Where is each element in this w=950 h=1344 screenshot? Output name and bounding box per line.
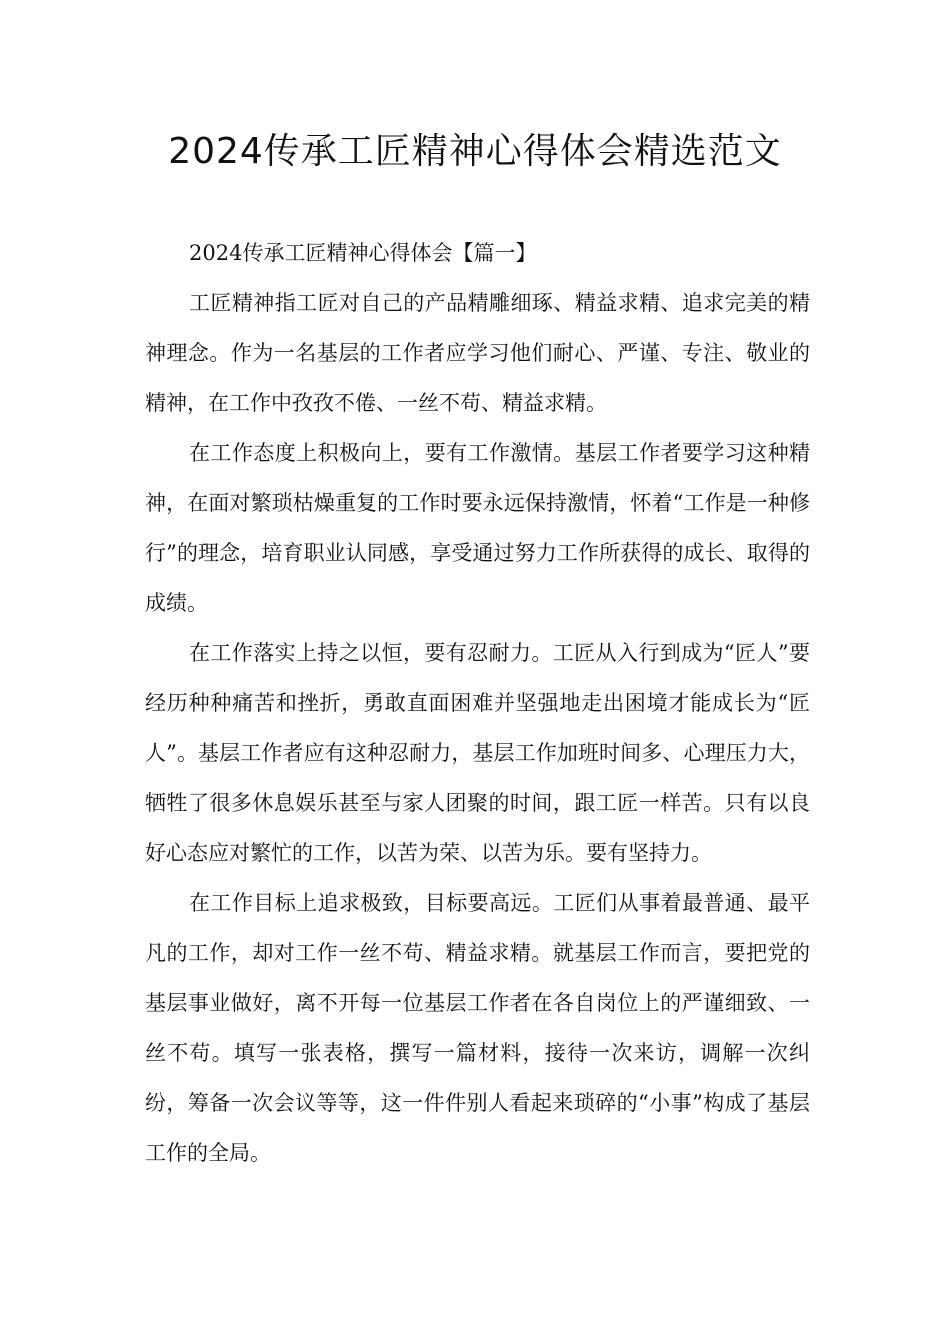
document-body <box>145 228 810 1178</box>
section-heading: 2024传承工匠精神心得体会【篇一】 <box>189 241 537 265</box>
paragraph-3: 在工作落实上持之以恒，要有忍耐力。工匠从入行到成为“匠人”要经历种种痛苦和挫折，勇敢直面困难并坚强地走出困境才能成长为“匠人”。基层工作者应有这种忍耐力，基层工作加班时间多、心理压力大，牺牲了很多休息娱乐甚至与家人团聚的时间，跟工匠一样苦。只有以良好心态应对繁忙的工作，以苦为荣、以苦为乐。要有坚持力。 <box>145 641 810 865</box>
paragraph-1: 工匠精神指工匠对自己的产品精雕细琢、精益求精、追求完美的精神理念。作为一名基层的工作者应学习他们耐心、严谨、专注、敬业的精神，在工作中孜孜不倦、一丝不苟、精益求精。 <box>145 291 810 415</box>
paragraph-4: 在工作目标上追求极致，目标要高远。工匠们从事着最普通、最平凡的工作，却对工作一丝不苟、精益求精。就基层工作而言，要把党的基层事业做好，离不开每一位基层工作者在各自岗位上的严谨细致、一丝不苟。填写一张表格，撰写一篇材料，接待一次来访，调解一次纠纷，筹备一次会议等等，这一件件别人看起来琐碎的“小事”构成了基层工作的全局。 <box>145 891 810 1165</box>
document-title: 2024传承工匠精神心得体会精选范文 <box>168 131 782 172</box>
paragraph-2: 在工作态度上积极向上，要有工作激情。基层工作者要学习这种精神，在面对繁琐枯燥重复的工作时要永远保持激情，怀着“工作是一种修行”的理念，培育职业认同感，享受通过努力工作所获得的成长、取得的成绩。 <box>145 441 810 615</box>
